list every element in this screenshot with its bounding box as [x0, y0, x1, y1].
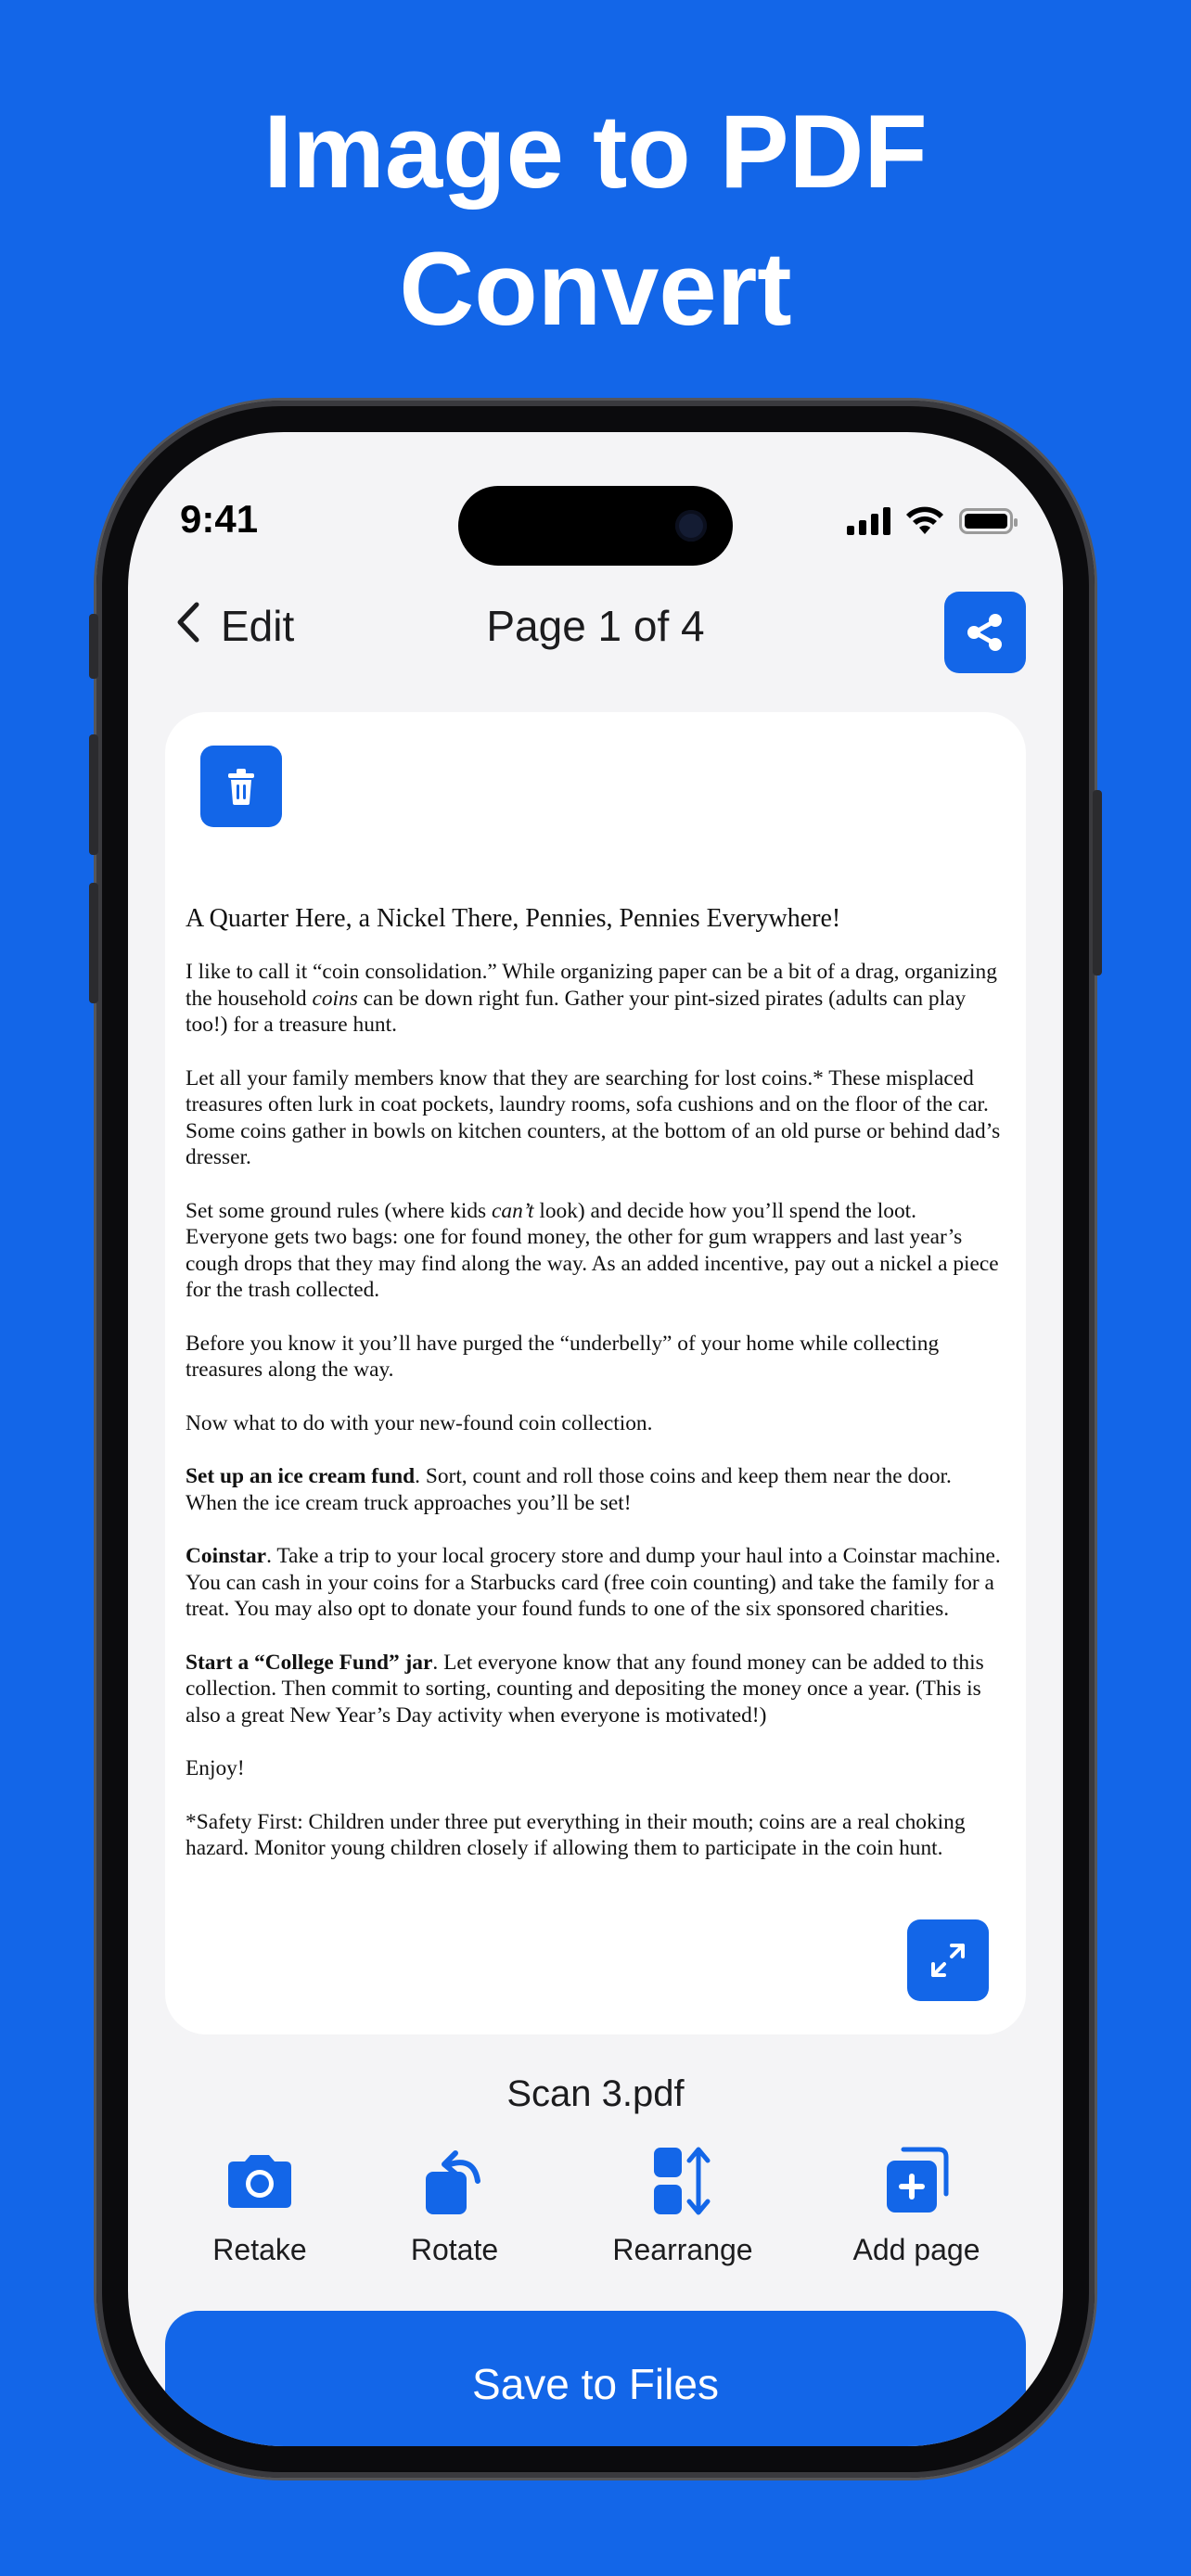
- app-screen: [128, 432, 1063, 2446]
- battery-icon: [959, 508, 1013, 534]
- document-paragraph: *Safety First: Children under three put everything in their mouth; coins are a real choking hazard. Monitor young children closely if allowing them to participate in the coin hunt.: [186, 1809, 966, 1860]
- delete-page-button[interactable]: [200, 746, 282, 827]
- page-preview-card: [165, 712, 1026, 2034]
- document-paragraph: I like to call it “coin consolidation.” While organizing paper can be a bit of a drag, organizing the household coins can be down right fun. Gather your pint-sized pirates (adults can play too!) for a treasure hunt.: [186, 960, 997, 1037]
- document-paragraph: Before you know it you’ll have purged the “underbelly” of your home while collecting treasures along the way.: [186, 1331, 940, 1382]
- retake-label: Retake: [212, 2233, 307, 2266]
- edit-toolbar: [128, 2140, 1063, 2279]
- promo-headline: [0, 83, 1191, 358]
- status-icons: [847, 503, 1013, 540]
- headline-line-2: Convert: [399, 231, 792, 347]
- document-paragraph: Set up an ice cream fund. Sort, count and roll those coins and keep them near the door. When the ice cream truck approaches you’ll be set!: [186, 1464, 952, 1515]
- status-time: 9:41: [180, 497, 259, 541]
- add-page-icon: [883, 2146, 950, 2216]
- file-name[interactable]: Scan 3.pdf: [506, 2073, 685, 2114]
- add-page-label: Add page: [852, 2233, 980, 2266]
- share-button[interactable]: [944, 592, 1026, 673]
- document-title: A Quarter Here, a Nickel There, Pennies, Pennies Everywhere!: [186, 904, 841, 933]
- headline-line-1: Image to PDF: [263, 94, 928, 210]
- document-page-content: [186, 903, 1002, 1889]
- back-button-label[interactable]: Edit: [221, 602, 295, 650]
- phone-volume-down: [89, 883, 98, 1003]
- expand-icon: [928, 1940, 968, 1981]
- rearrange-button[interactable]: [581, 2140, 785, 2267]
- expand-button[interactable]: [907, 1919, 989, 2001]
- phone-mute-switch: [89, 614, 98, 679]
- retake-button[interactable]: [158, 2140, 362, 2267]
- trash-icon: [223, 766, 260, 807]
- cellular-signal-icon: [847, 507, 890, 535]
- wifi-icon: [905, 506, 944, 536]
- add-page-button[interactable]: [814, 2140, 1018, 2267]
- save-to-files-button[interactable]: Save to Files: [165, 2311, 1026, 2446]
- phone-volume-up: [89, 734, 98, 855]
- share-icon: [964, 611, 1006, 654]
- nav-bar: [128, 571, 1063, 673]
- document-paragraph: Now what to do with your new-found coin collection.: [186, 1410, 653, 1435]
- page-title: Page 1 of 4: [486, 602, 705, 650]
- camera-icon: [224, 2152, 295, 2210]
- phone-power-button: [1093, 790, 1102, 976]
- document-paragraph: Start a “College Fund” jar. Let everyone know that any found money can be added to this collection. Then commit to sorting, counting and depositing the money once a year. (This is also a great New Year’s Day activity when everyone is motivated!): [186, 1650, 984, 1728]
- rotate-label: Rotate: [410, 2233, 499, 2266]
- phone-frame: [96, 401, 1095, 2478]
- document-paragraph: Set some ground rules (where kids can’t look) and decide how you’ll spend the loot. Everyone gets two bags: one for found money, the other for gum wrappers and last year’s cough drops that they may find along the way. As an added incentive, pay out a nickel a piece for the trash collected.: [186, 1198, 999, 1302]
- front-camera: [675, 510, 707, 542]
- rotate-button[interactable]: [352, 2140, 557, 2267]
- dynamic-island: [458, 486, 733, 566]
- rearrange-label: Rearrange: [612, 2233, 753, 2266]
- document-paragraph: Let all your family members know that they are searching for lost coins.* These misplaced treasures often lurk in coat pockets, laundry rooms, sofa cushions and on the floor of the car. Some coins gather in bowls on kitchen counters, at the bottom of an old purse or behind dad’s dresser.: [186, 1065, 1001, 1169]
- document-paragraph: Enjoy!: [186, 1756, 245, 1780]
- rearrange-icon: [652, 2144, 713, 2218]
- rotate-icon: [422, 2144, 487, 2218]
- document-paragraph: Coinstar. Take a trip to your local grocery store and dump your haul into a Coinstar machine. You can cash in your coins for a Starbucks card (free coin counting) and take the family for a treat. You may also opt to donate your found funds to one of the six sponsored charities.: [186, 1544, 1001, 1621]
